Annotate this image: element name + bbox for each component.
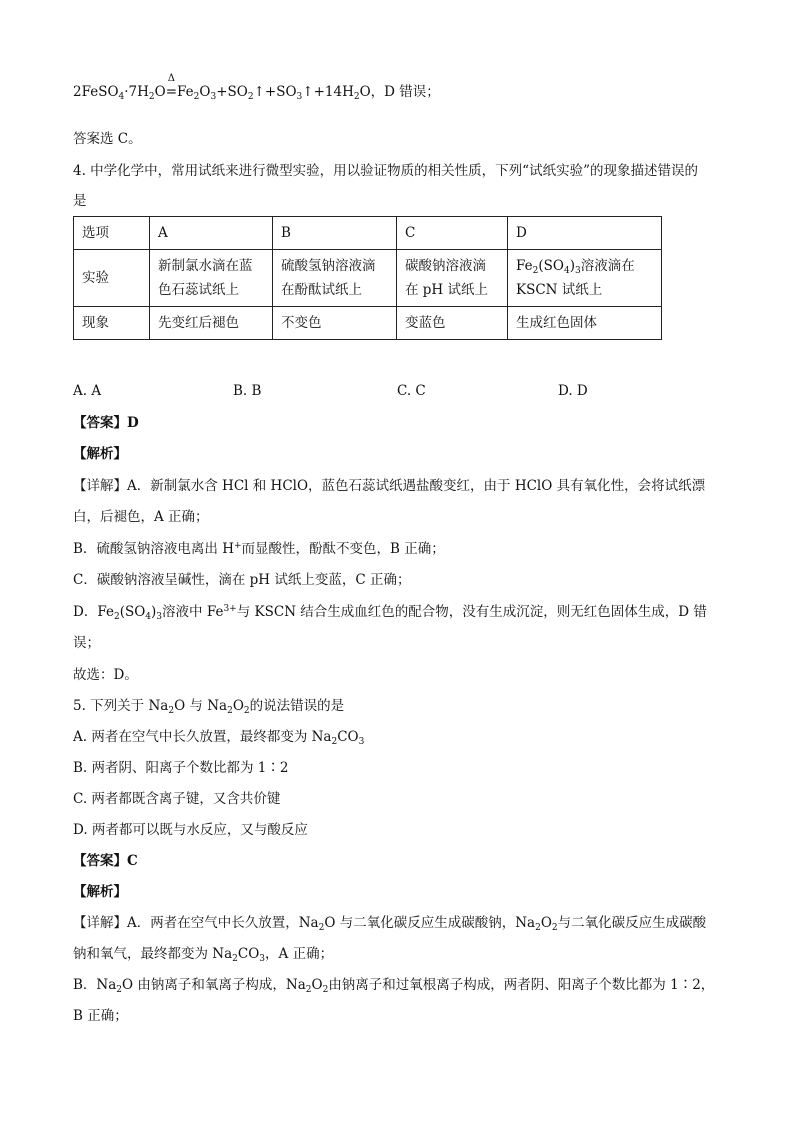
- q4-stem-line2: 是: [73, 193, 87, 209]
- delta-symbol: Δ: [167, 73, 175, 84]
- q5-option-c: C. 两者都既含离子键，又含共价键: [73, 791, 281, 807]
- header-d: D: [508, 217, 662, 250]
- table-row-header: [74, 217, 662, 250]
- q4-detail-a-line1: 【详解】A．新制氯水含 HCl 和 HClO，蓝色石蕊试纸遇盐酸变红，由于 HClO 具有氧化性，会将试纸漂: [73, 478, 706, 494]
- q5-detail-line1: 【详解】A．两者在空气中长久放置，$Na_2O$ 与二氧化碳反应生成碳酸钠，$Na_2O_2$与二氧化碳反应生成碳酸: [73, 915, 707, 933]
- header-a: A: [150, 217, 273, 250]
- phenomenon-d: 生成红色固体: [508, 307, 662, 340]
- phenomenon-a: 先变红后褪色: [150, 307, 273, 340]
- equation-product-so3: SO: [276, 84, 297, 100]
- choice-c: C. C: [397, 383, 426, 399]
- q4-detail-d-line1: D．$Fe_2(SO_4)_3$溶液中 $Fe^{3+}$与 KSCN 结合生成血红色的配合物，没有生成沉淀，则无红色固体生成，D 错: [73, 604, 707, 622]
- q4-choices: [73, 383, 673, 401]
- q5-detail-line3: B．$Na_2O$ 由钠离子和氧离子构成，$Na_2O_2$由钠离子和过氧根离子构成，两者阴、阳离子个数比都为 1∶2，: [73, 977, 715, 995]
- q4-detail-b: B．硫酸氢钠溶液电离出 H+而显酸性，酚酞不变色，B 正确；: [73, 541, 445, 557]
- q4-options-table: [73, 216, 662, 340]
- equation-product-h2o: 14H: [324, 84, 354, 100]
- experiment-d: $Fe_2(SO_4)_3$溶液滴在 KSCN 试纸上: [508, 250, 662, 307]
- q4-detail-d-line2: 误；: [73, 635, 100, 651]
- previous-answer: 答案选 C。: [73, 131, 142, 147]
- q5-option-b: B. 两者阴、阳离子个数比都为 1∶2: [73, 760, 289, 776]
- row-label-experiment: 实验: [74, 250, 150, 307]
- experiment-c: 碳酸钠溶液滴 在 pH 试纸上: [397, 250, 508, 307]
- choice-d: D. D: [558, 383, 588, 399]
- q4-detail-c: C．碳酸钠溶液呈碱性，滴在 pH 试纸上变蓝，C 正确；: [73, 572, 411, 588]
- q4-detail-a-line2: 白，后褪色，A 正确；: [73, 509, 209, 525]
- equation-verdict: ，D 错误；: [370, 84, 440, 100]
- q4-answer: 【答案】D: [73, 415, 139, 431]
- equation-reactant-tail: ·7H: [124, 84, 149, 100]
- row-label-phenomenon: 现象: [74, 307, 150, 340]
- q5-detail-line4: B 正确；: [73, 1008, 128, 1024]
- experiment-a: 新制氯水滴在蓝 色石蕊试纸上: [150, 250, 273, 307]
- equation-product-so2: SO: [227, 84, 248, 100]
- equation-product-fe2o3: Fe: [177, 84, 194, 100]
- equation-reactant: 2FeSO: [73, 84, 119, 100]
- table-row-phenomenon: [74, 307, 662, 340]
- q4-analysis-label: 【解析】: [73, 446, 127, 462]
- choice-b: B. B: [233, 383, 262, 399]
- q5-answer: 【答案】C: [73, 853, 138, 869]
- header-c: C: [397, 217, 508, 250]
- heat-condition: Δ =: [166, 83, 177, 101]
- equation-line: $2FeSO_4\cdot 7H_2O$ Δ $=Fe_2O_3+SO_2↑+SO_3↑+14H_2O$，D 错误；: [73, 83, 440, 101]
- q5-detail-line2: 钠和氧气，最终都变为 $Na_2CO_3$，A 正确；: [73, 946, 334, 964]
- q4-stem-line1: 4. 中学化学中，常用试纸来进行微型实验，用以验证物质的相关性质，下列“试纸实验”的现象描述错误的: [73, 163, 698, 179]
- phenomenon-b: 不变色: [273, 307, 397, 340]
- choice-a: A. A: [73, 383, 102, 399]
- q5-option-d: D. 两者都可以既与水反应，又与酸反应: [73, 822, 308, 838]
- q5-option-a: A. 两者在空气中长久放置，最终都变为 $Na_2CO_3$: [73, 729, 365, 747]
- phenomenon-c: 变蓝色: [397, 307, 508, 340]
- q5-stem: 5. 下列关于 $Na_2O$ 与 $Na_2O_2$的说法错误的是: [73, 698, 345, 716]
- experiment-b: 硫酸氢钠溶液滴 在酚酞试纸上: [273, 250, 397, 307]
- q5-analysis-label: 【解析】: [73, 884, 127, 900]
- table-row-experiment: [74, 250, 662, 307]
- row-label-option: 选项: [74, 217, 150, 250]
- header-b: B: [273, 217, 397, 250]
- q4-conclusion: 故选：D。: [73, 667, 138, 683]
